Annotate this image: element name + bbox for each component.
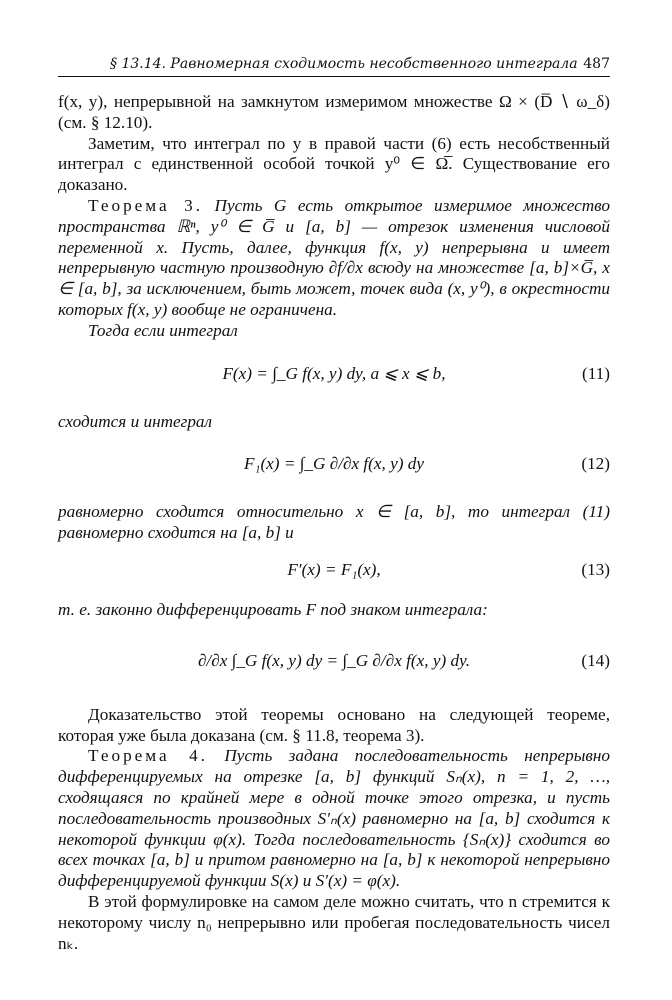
theorem-3-label: Теорема 3.	[88, 195, 204, 215]
theorem-3-text: Пусть G есть открытое измеримое множество пространства ℝⁿ, y⁰ ∈ G̅ и [a, b] — отрезок изменения числовой переменной x. Пусть, далее, функция f(x, y) непрерывна и имеет непрерывную частную производную ∂f/∂x всюду на множестве [a, b]×G̅, x ∈ [a, b], за исключением, быть может, точек вида (x, y⁰), в окрестности которых f(x, y) вообще не ограничена.	[58, 195, 610, 319]
theorem-4	[58, 746, 610, 892]
theorem-4-text: Пусть задана последовательность непрерывно дифференцируемых на отрезке [a, b] функций Sₙ(x), n = 1, 2, …, сходящаяся по крайней мере в одной точке этого отрезка, и пусть последовательность производных S′ₙ(x) равномерно на [a, b] сходится к некоторой функции φ(x). Тогда последовательность {Sₙ(x)} сходится во всех точках [a, b] и притом равномерно на [a, b] к некоторой непрерывно дифференцируемой функции S(x) и S′(x) = φ(x).	[58, 746, 610, 891]
equation-14-formula: ∂/∂x ∫_G f(x, y) dy = ∫_G ∂/∂x f(x, y) dy.	[197, 650, 471, 670]
equation-11-number: (11)	[582, 363, 610, 383]
converges-text: сходится и интеграл	[58, 411, 213, 431]
equation-12-number: (12)	[581, 454, 610, 474]
theorem-4-label: Теорема 4.	[88, 746, 208, 766]
equation-12-formula: F₁(x) = ∫_G ∂/∂x f(x, y) dy	[243, 454, 425, 474]
equation-14-number: (14)	[581, 650, 610, 670]
equation-11	[58, 342, 610, 412]
running-header	[58, 56, 610, 76]
equation-13	[58, 544, 610, 600]
proof-text: Доказательство этой теоремы основано на следующей теореме, которая уже была доказана (см. § 11.8, теорема 3).	[58, 704, 610, 745]
theorem-3	[58, 196, 610, 321]
page-number: 487	[583, 56, 610, 72]
equation-13-formula: F′(x) = F₁(x),	[287, 559, 381, 579]
equation-14	[58, 621, 610, 705]
page-body	[58, 92, 610, 954]
legit-text: т. е. законно дифференцировать F под знаком интеграла:	[58, 599, 488, 619]
equation-13-number: (13)	[581, 559, 610, 579]
equation-12	[58, 432, 610, 502]
header-rule	[58, 76, 610, 77]
uniform-text: равномерно сходится относительно x ∈ [a, b], то интеграл (11) равномерно сходится на [a, b] и	[58, 502, 610, 543]
running-title: § 13.14. Равномерная сходимость несобственного интеграла	[110, 56, 578, 72]
paragraph-1: f(x, y), непрерывной на замкнутом измеримом множестве Ω × (D̅ ∖ ω_δ) (см. § 12.10).	[58, 92, 610, 132]
equation-11-formula: F(x) = ∫_G f(x, y) dy, a ⩽ x ⩽ b,	[222, 363, 446, 383]
then-if-text: Тогда если интеграл	[88, 320, 238, 340]
paragraph-2: Заметим, что интеграл по y в правой части (6) есть несобственный интеграл с единственной особой точкой y⁰ ∈ Ω̅. Существование его доказано.	[58, 133, 610, 195]
last-paragraph: В этой формулировке на самом деле можно считать, что n стремится к некоторому числу n₀ непрерывно или пробегая последовательность чисел nₖ.	[58, 891, 610, 953]
